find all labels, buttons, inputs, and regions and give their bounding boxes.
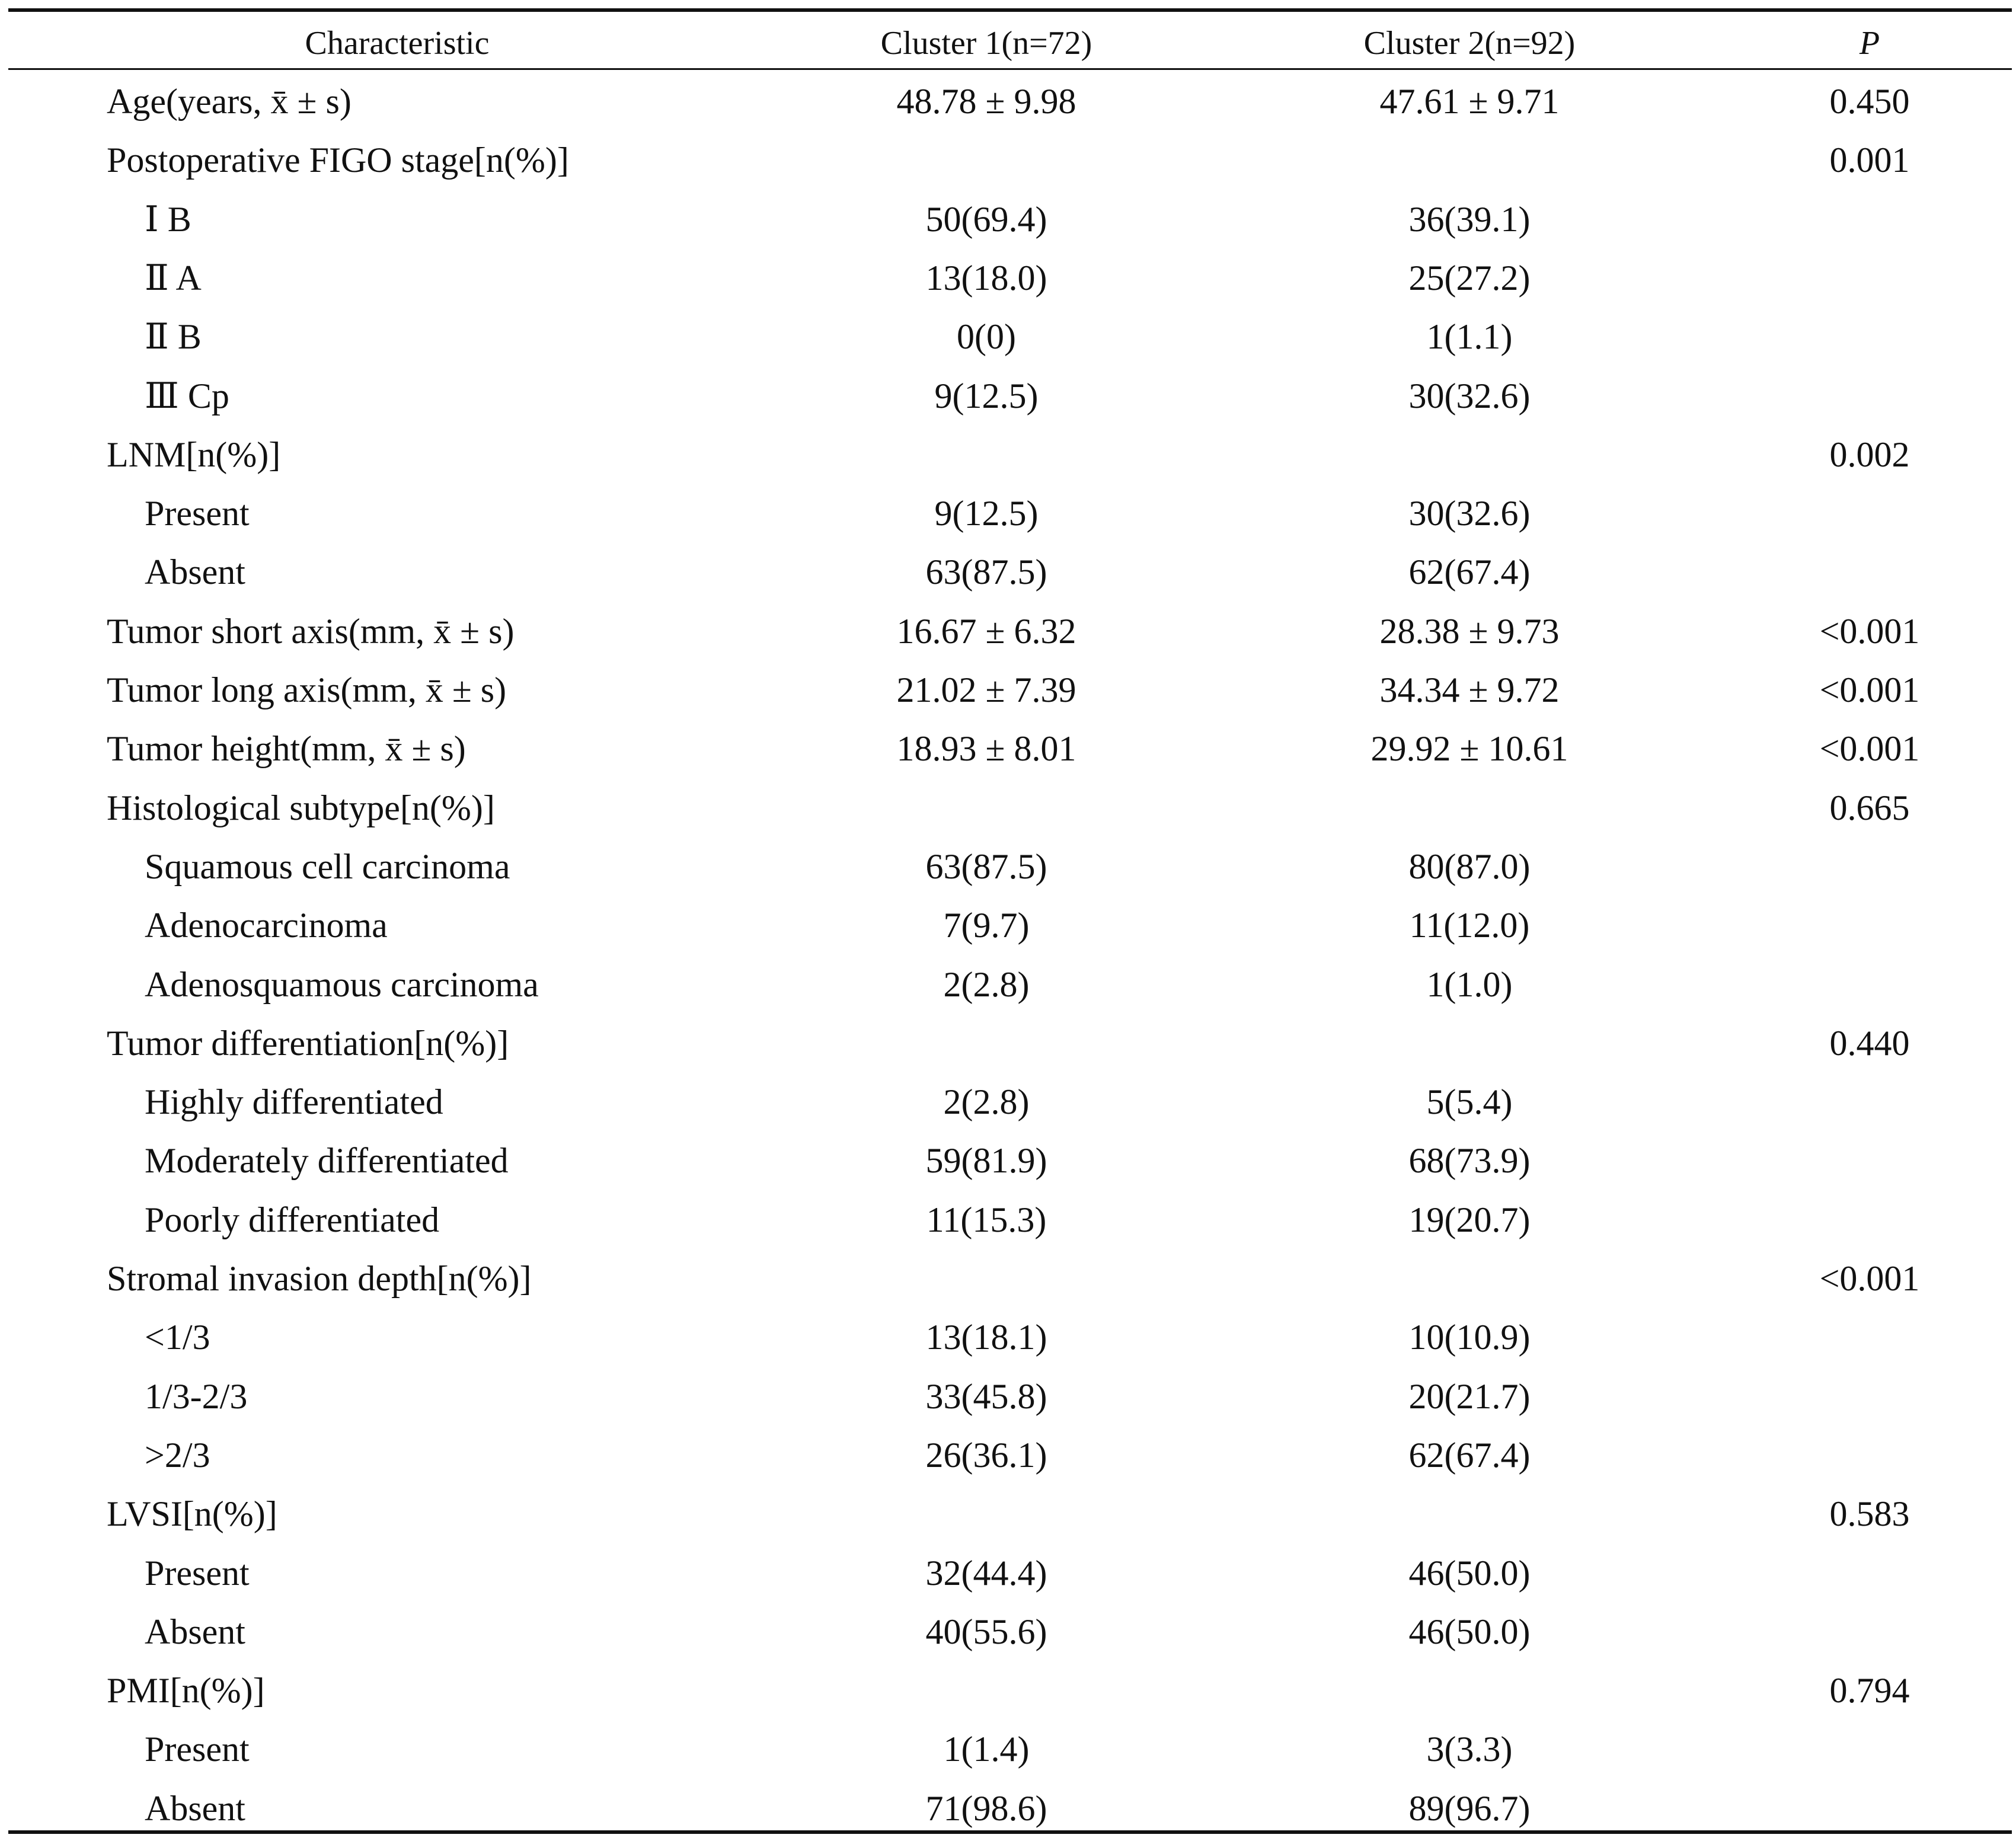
row-cluster-2-value: 1(1.1): [1426, 317, 1513, 357]
row-p-value: 0.583: [1829, 1494, 1910, 1534]
row-characteristic: Absent: [145, 1612, 245, 1651]
row-cluster-2-value: 62(67.4): [1408, 1435, 1531, 1475]
row-p-value: [1727, 955, 2012, 1014]
row-p-value: 0.001: [1829, 140, 1910, 180]
row-characteristic: Tumor long axis(mm, x̄ ± s): [107, 670, 507, 709]
row-cluster-1-value: 7(9.7): [943, 906, 1030, 945]
table-top-rule: [8, 8, 2012, 12]
row-p-value: [1727, 1720, 2012, 1779]
row-cluster-1-value: 48.78 ± 9.98: [896, 82, 1076, 121]
table-row: [8, 1073, 2012, 1132]
row-cluster-2-value: 46(50.0): [1408, 1612, 1531, 1651]
row-p-value: [1727, 308, 2012, 366]
row-p-value: [1727, 484, 2012, 543]
table-row: [8, 838, 2012, 896]
table-row: [8, 131, 2012, 190]
row-cluster-2-value: 30(32.6): [1408, 376, 1531, 415]
row-cluster-2-value: 46(50.0): [1408, 1553, 1531, 1593]
table-row: [8, 543, 2012, 602]
row-characteristic: Adenosquamous carcinoma: [145, 964, 539, 1004]
row-cluster-1-value: 63(87.5): [925, 846, 1047, 886]
row-cluster-1-value: 9(12.5): [934, 376, 1039, 415]
row-cluster-1-value: 40(55.6): [925, 1612, 1047, 1651]
row-characteristic: Histological subtype[n(%)]: [107, 788, 495, 827]
table-row: [8, 1014, 2012, 1073]
table-row: [8, 1603, 2012, 1661]
row-p-value: [1727, 1367, 2012, 1426]
row-cluster-2-value: 20(21.7): [1408, 1376, 1531, 1416]
row-cluster-1-value: 9(12.5): [934, 494, 1039, 533]
table-row: [8, 1367, 2012, 1426]
row-cluster-2-value: 80(87.0): [1408, 846, 1531, 886]
row-cluster-1-value: 32(44.4): [925, 1553, 1047, 1593]
row-cluster-2-value: 47.61 ± 9.71: [1379, 82, 1560, 121]
row-characteristic: Present: [145, 494, 250, 533]
row-cluster-2-value: [1173, 131, 1766, 190]
row-cluster-1-value: 16.67 ± 6.32: [896, 611, 1076, 651]
row-cluster-2-value: [1173, 1249, 1766, 1308]
row-cluster-1-value: 1(1.4): [943, 1730, 1030, 1769]
row-p-value: [1727, 249, 2012, 308]
row-cluster-2-value: [1173, 779, 1766, 838]
row-cluster-1-value: 59(81.9): [925, 1141, 1047, 1181]
row-characteristic: Tumor height(mm, x̄ ± s): [107, 729, 466, 769]
row-cluster-2-value: 36(39.1): [1408, 199, 1531, 239]
row-cluster-2-value: [1173, 426, 1766, 484]
header-p-value: P: [1859, 25, 1880, 62]
row-p-value: <0.001: [1819, 1259, 1920, 1298]
row-cluster-2-value: 34.34 ± 9.72: [1379, 670, 1560, 709]
row-cluster-2-value: 68(73.9): [1408, 1141, 1531, 1181]
table-row: [8, 484, 2012, 543]
header-cluster-2: Cluster 2(n=92): [1363, 25, 1576, 62]
row-cluster-1-value: 13(18.1): [925, 1318, 1047, 1357]
row-characteristic: Ⅱ A: [145, 258, 202, 298]
table-row: [8, 426, 2012, 484]
row-p-value: <0.001: [1819, 729, 1920, 769]
row-cluster-2-value: 1(1.0): [1426, 964, 1513, 1004]
row-cluster-1-value: 26(36.1): [925, 1435, 1047, 1475]
table-row: [8, 1720, 2012, 1779]
row-characteristic: <1/3: [145, 1318, 210, 1357]
row-characteristic: Postoperative FIGO stage[n(%)]: [107, 140, 569, 180]
table-row: [8, 1249, 2012, 1308]
row-cluster-1-value: 11(15.3): [926, 1200, 1047, 1239]
table-row: [8, 1132, 2012, 1190]
row-cluster-1-value: 21.02 ± 7.39: [896, 670, 1076, 709]
table-row: [8, 1661, 2012, 1720]
row-p-value: [1727, 190, 2012, 249]
table-row: [8, 661, 2012, 720]
table-row: [8, 779, 2012, 838]
table-row: [8, 367, 2012, 426]
table-row: [8, 1426, 2012, 1485]
row-characteristic: Ⅱ B: [145, 317, 202, 357]
row-characteristic: Moderately differentiated: [145, 1141, 509, 1181]
row-cluster-2-value: 10(10.9): [1408, 1318, 1531, 1357]
row-characteristic: Absent: [145, 552, 245, 592]
row-cluster-2-value: [1173, 1485, 1766, 1543]
row-characteristic: LNM[n(%)]: [107, 434, 281, 474]
row-characteristic: Adenocarcinoma: [145, 906, 388, 945]
row-cluster-1-value: 18.93 ± 8.01: [896, 729, 1076, 769]
row-characteristic: LVSI[n(%)]: [107, 1494, 277, 1534]
row-cluster-1-value: 2(2.8): [943, 1082, 1030, 1122]
row-cluster-2-value: 19(20.7): [1408, 1200, 1531, 1239]
table-header-rule: [8, 68, 2012, 70]
row-cluster-2-value: 5(5.4): [1426, 1082, 1513, 1122]
table-header-row: [8, 14, 2012, 73]
table-row: [8, 308, 2012, 366]
row-cluster-2-value: 89(96.7): [1408, 1788, 1531, 1828]
row-characteristic: Stromal invasion depth[n(%)]: [107, 1259, 532, 1298]
row-cluster-2-value: [1173, 1014, 1766, 1073]
table-row: [8, 249, 2012, 308]
table-row: [8, 1191, 2012, 1249]
row-p-value: [1727, 367, 2012, 426]
row-cluster-2-value: 11(12.0): [1409, 906, 1530, 945]
row-characteristic: Present: [145, 1730, 250, 1769]
row-p-value: [1727, 1132, 2012, 1190]
row-characteristic: Absent: [145, 1788, 245, 1828]
header-cluster-1: Cluster 1(n=72): [880, 25, 1092, 62]
table-bottom-rule: [8, 1830, 2012, 1834]
row-characteristic: Squamous cell carcinoma: [145, 846, 510, 886]
table-row: [8, 190, 2012, 249]
row-characteristic: PMI[n(%)]: [107, 1671, 265, 1711]
row-cluster-2-value: 30(32.6): [1408, 494, 1531, 533]
row-p-value: [1727, 1308, 2012, 1367]
row-characteristic: 1/3-2/3: [145, 1376, 248, 1416]
row-p-value: 0.450: [1829, 82, 1910, 121]
row-cluster-1-value: 33(45.8): [925, 1376, 1047, 1416]
row-p-value: [1727, 896, 2012, 955]
row-p-value: [1727, 1191, 2012, 1249]
row-cluster-2-value: 29.92 ± 10.61: [1370, 729, 1568, 769]
row-cluster-2-value: 3(3.3): [1426, 1730, 1513, 1769]
row-characteristic: >2/3: [145, 1435, 210, 1475]
row-p-value: [1727, 543, 2012, 602]
table-row: [8, 1485, 2012, 1543]
row-p-value: <0.001: [1819, 611, 1920, 651]
row-cluster-1-value: 13(18.0): [925, 258, 1047, 298]
row-p-value: [1727, 1603, 2012, 1661]
row-cluster-1-value: 2(2.8): [943, 964, 1030, 1004]
row-p-value: 0.002: [1829, 434, 1910, 474]
row-characteristic: Poorly differentiated: [145, 1200, 440, 1239]
row-p-value: [1727, 1779, 2012, 1838]
table-row: [8, 602, 2012, 661]
row-characteristic: Ⅰ B: [145, 199, 191, 239]
row-cluster-2-value: 62(67.4): [1408, 552, 1531, 592]
table-row: [8, 1779, 2012, 1838]
row-characteristic: Tumor differentiation[n(%)]: [107, 1023, 509, 1063]
table-row: [8, 1544, 2012, 1603]
row-p-value: 0.440: [1829, 1023, 1910, 1063]
row-cluster-1-value: 50(69.4): [925, 199, 1047, 239]
table-row: [8, 1308, 2012, 1367]
row-p-value: <0.001: [1819, 670, 1920, 709]
row-p-value: 0.665: [1829, 788, 1910, 827]
row-p-value: [1727, 1544, 2012, 1603]
row-p-value: [1727, 1073, 2012, 1132]
row-cluster-2-value: 28.38 ± 9.73: [1379, 611, 1560, 651]
table-row: [8, 72, 2012, 131]
row-p-value: [1727, 838, 2012, 896]
row-characteristic: Ⅲ Cp: [145, 376, 229, 415]
row-cluster-1-value: 71(98.6): [925, 1788, 1047, 1828]
row-cluster-2-value: 25(27.2): [1408, 258, 1531, 298]
row-cluster-2-value: [1173, 1661, 1766, 1720]
row-characteristic: Present: [145, 1553, 250, 1593]
row-p-value: 0.794: [1829, 1671, 1910, 1711]
row-p-value: [1727, 1426, 2012, 1485]
row-characteristic: Tumor short axis(mm, x̄ ± s): [107, 611, 515, 651]
row-cluster-1-value: 0(0): [957, 317, 1016, 357]
header-characteristic: Characteristic: [305, 25, 490, 62]
table-row: [8, 955, 2012, 1014]
row-cluster-1-value: 63(87.5): [925, 552, 1047, 592]
row-characteristic: Age(years, x̄ ± s): [107, 82, 352, 121]
table-row: [8, 896, 2012, 955]
row-characteristic: Highly differentiated: [145, 1082, 443, 1122]
table-row: [8, 720, 2012, 778]
